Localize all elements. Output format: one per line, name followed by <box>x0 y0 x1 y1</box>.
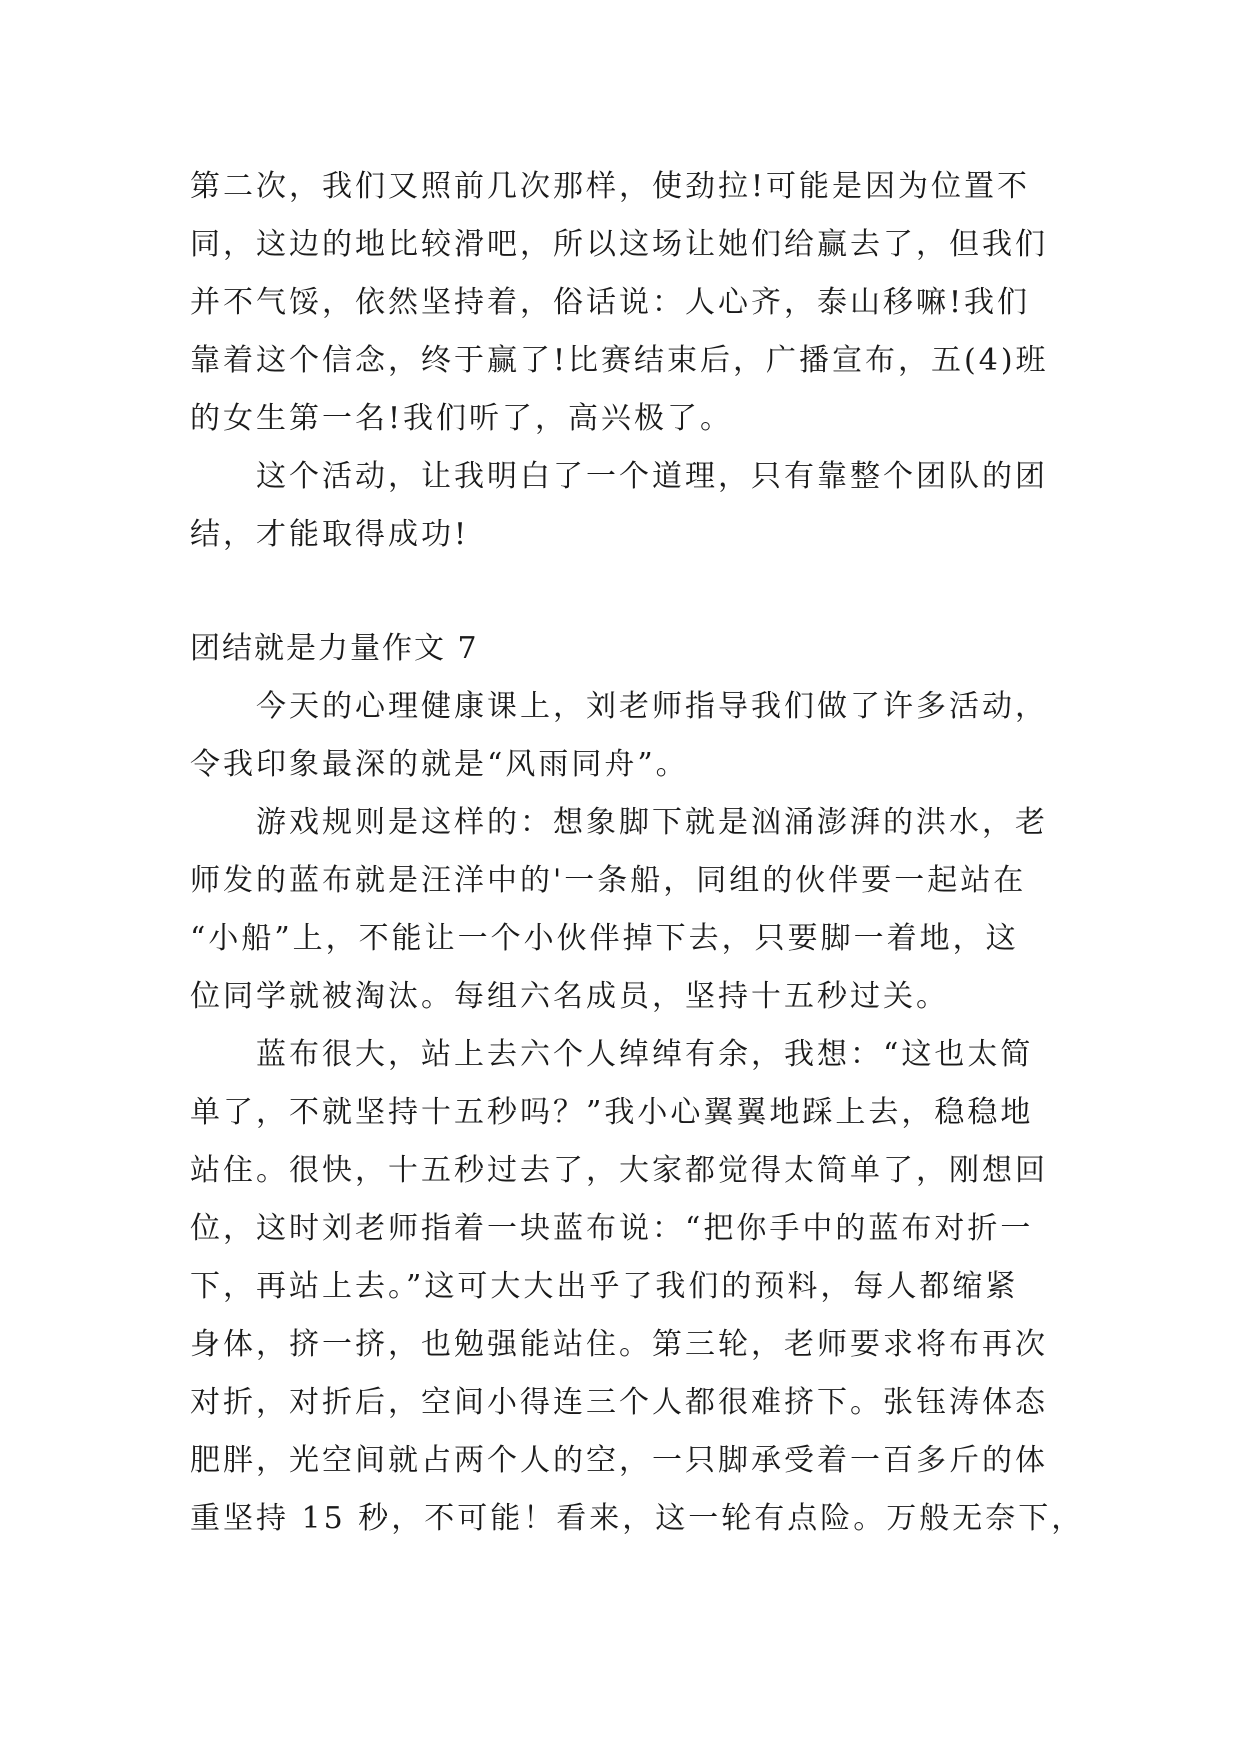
paragraph-2 <box>190 794 1070 1026</box>
text-line: 第二次，我们又照前几次那样，使劲拉!可能是因为位置不 <box>190 169 1031 204</box>
paragraph-3 <box>190 1026 1085 1548</box>
text-line: 这个活动，让我明白了一个道理，只有靠整个团队的团 <box>256 459 1048 494</box>
text-line: 结，才能取得成功! <box>190 517 470 552</box>
text-line: “小船”上，不能让一个小伙伴掉下去，只要脚一着地，这 <box>190 921 1019 956</box>
text-line: 肥胖，光空间就占两个人的空，一只脚承受着一百多斤的体 <box>190 1443 1048 1478</box>
text-line: 游戏规则是这样的：想象脚下就是汹涌澎湃的洪水，老 <box>256 805 1048 840</box>
paragraph-intro <box>190 158 1070 448</box>
text-line: 令我印象最深的就是“风雨同舟”。 <box>190 747 689 782</box>
section-gap <box>190 564 1070 620</box>
text-line: 对折，对折后，空间小得连三个人都很难挤下。张钰涛体态 <box>190 1385 1048 1420</box>
text-line: 位同学就被淘汰。每组六名成员，坚持十五秒过关。 <box>190 979 949 1014</box>
essay-title: 团结就是力量作文 7 <box>190 631 479 666</box>
document-body <box>190 158 1085 1548</box>
text-line: 单了，不就坚持十五秒吗？”我小心翼翼地踩上去，稳稳地 <box>190 1095 1034 1130</box>
text-line: 身体，挤一挤，也勉强能站住。第三轮，老师要求将布再次 <box>190 1327 1048 1362</box>
text-line: 的女生第一名!我们听了，高兴极了。 <box>190 401 734 436</box>
text-line: 靠着这个信念，终于赢了!比赛结束后，广播宣布，五(4)班 <box>190 343 1049 378</box>
text-line: 师发的蓝布就是汪洋中的'一条船，同组的伙伴要一起站在 <box>190 863 1027 898</box>
text-line: 并不气馁，依然坚持着，俗话说：人心齐，泰山移嘛!我们 <box>190 285 1031 320</box>
text-line: 下，再站上去。”这可大大出乎了我们的预料，每人都缩紧 <box>190 1269 1019 1304</box>
text-line: 同，这边的地比较滑吧，所以这场让她们给赢去了，但我们 <box>190 227 1048 262</box>
text-line: 重坚持 15 秒，不可能！看来，这一轮有点险。万般无奈下， <box>190 1501 1085 1536</box>
text-line: 今天的心理健康课上，刘老师指导我们做了许多活动， <box>256 689 1048 724</box>
paragraph-lesson <box>190 448 1070 564</box>
text-line: 蓝布很大，站上去六个人绰绰有余，我想：“这也太简 <box>256 1037 1034 1072</box>
paragraph-1 <box>190 678 1070 794</box>
text-line: 位，这时刘老师指着一块蓝布说：“把你手中的蓝布对折一 <box>190 1211 1034 1246</box>
text-line: 站住。很快，十五秒过去了，大家都觉得太简单了，刚想回 <box>190 1153 1048 1188</box>
